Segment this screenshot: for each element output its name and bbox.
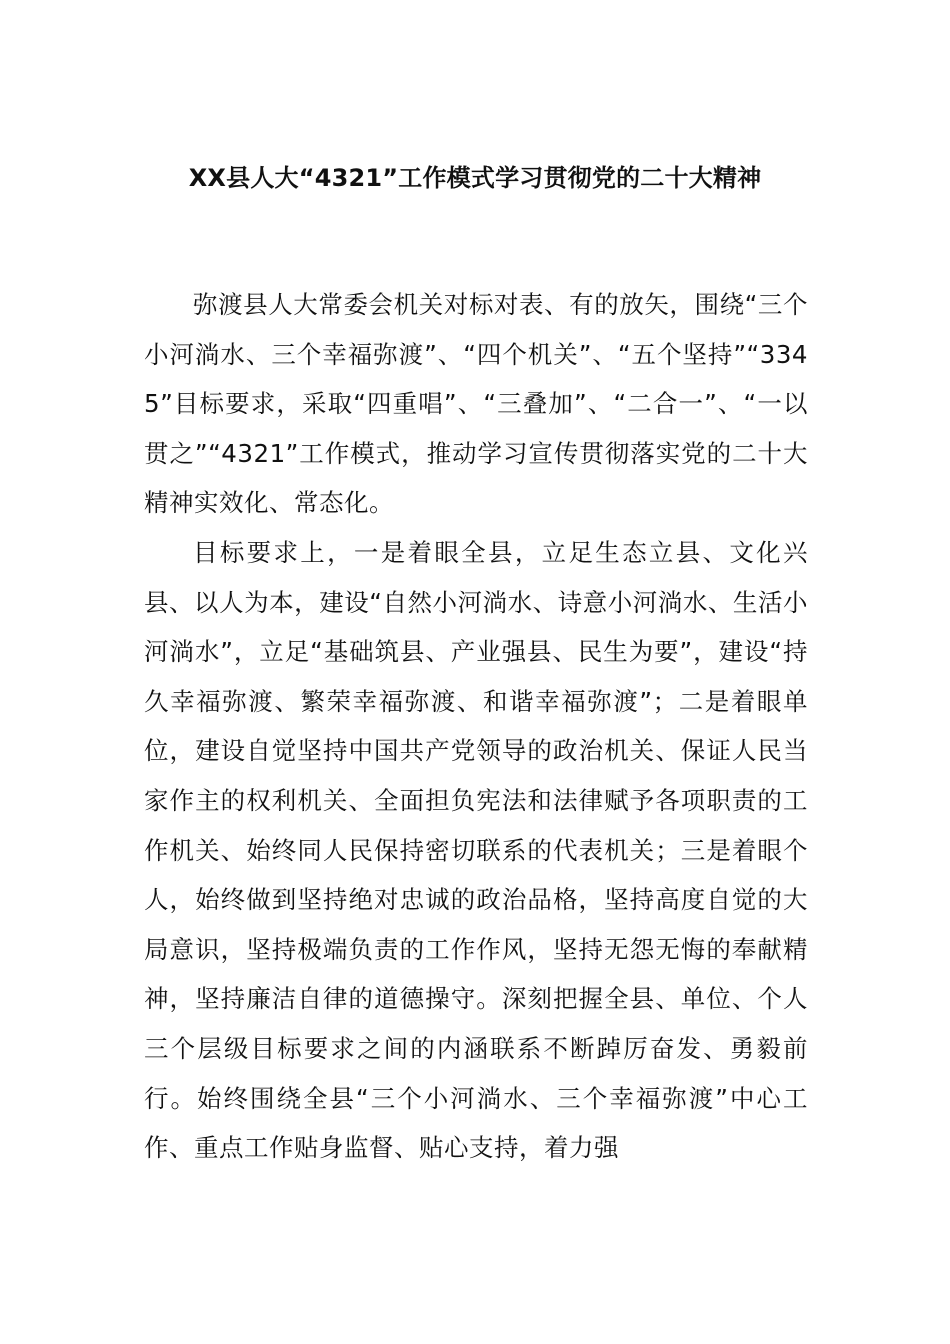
document-body xyxy=(144,280,808,1173)
paragraph-2: 目标要求上，一是着眼全县，立足生态立县、文化兴县、以人为本，建设“自然小河淌水、诗意小河淌水、生活小河淌水”，立足“基础筑县、产业强县、民生为要”，建设“持久幸福弥渡、繁荣幸福弥渡、和谐幸福弥渡”；二是着眼单位，建设自觉坚持中国共产党领导的政治机关、保证人民当家作主的权利机关、全面担负宪法和法律赋予各项职责的工作机关、始终同人民保持密切联系的代表机关；三是着眼个人，始终做到坚持绝对忠诚的政治品格，坚持高度自觉的大局意识，坚持极端负责的工作作风，坚持无怨无悔的奉献精神，坚持廉洁自律的道德操守。深刻把握全县、单位、个人三个层级目标要求之间的内涵联系不断踔厉奋发、勇毅前行。始终围绕全县“三个小河淌水、三个幸福弥渡”中心工作、重点工作贴身监督、贴心支持，着力强 xyxy=(144,537,808,1163)
document-title: XX县人大“4321”工作模式学习贯彻党的二十大精神 xyxy=(188,164,762,192)
paragraph-1: 弥渡县人大常委会机关对标对表、有的放矢，围绕“三个小河淌水、三个幸福弥渡”、“四个机关”、“五个坚持”“3345”目标要求，采取“四重唱”、“三叠加”、“二合一”、“一以贯之”“4321”工作模式，推动学习宣传贯彻落实党的二十大精神实效化、常态化。 xyxy=(144,290,808,518)
